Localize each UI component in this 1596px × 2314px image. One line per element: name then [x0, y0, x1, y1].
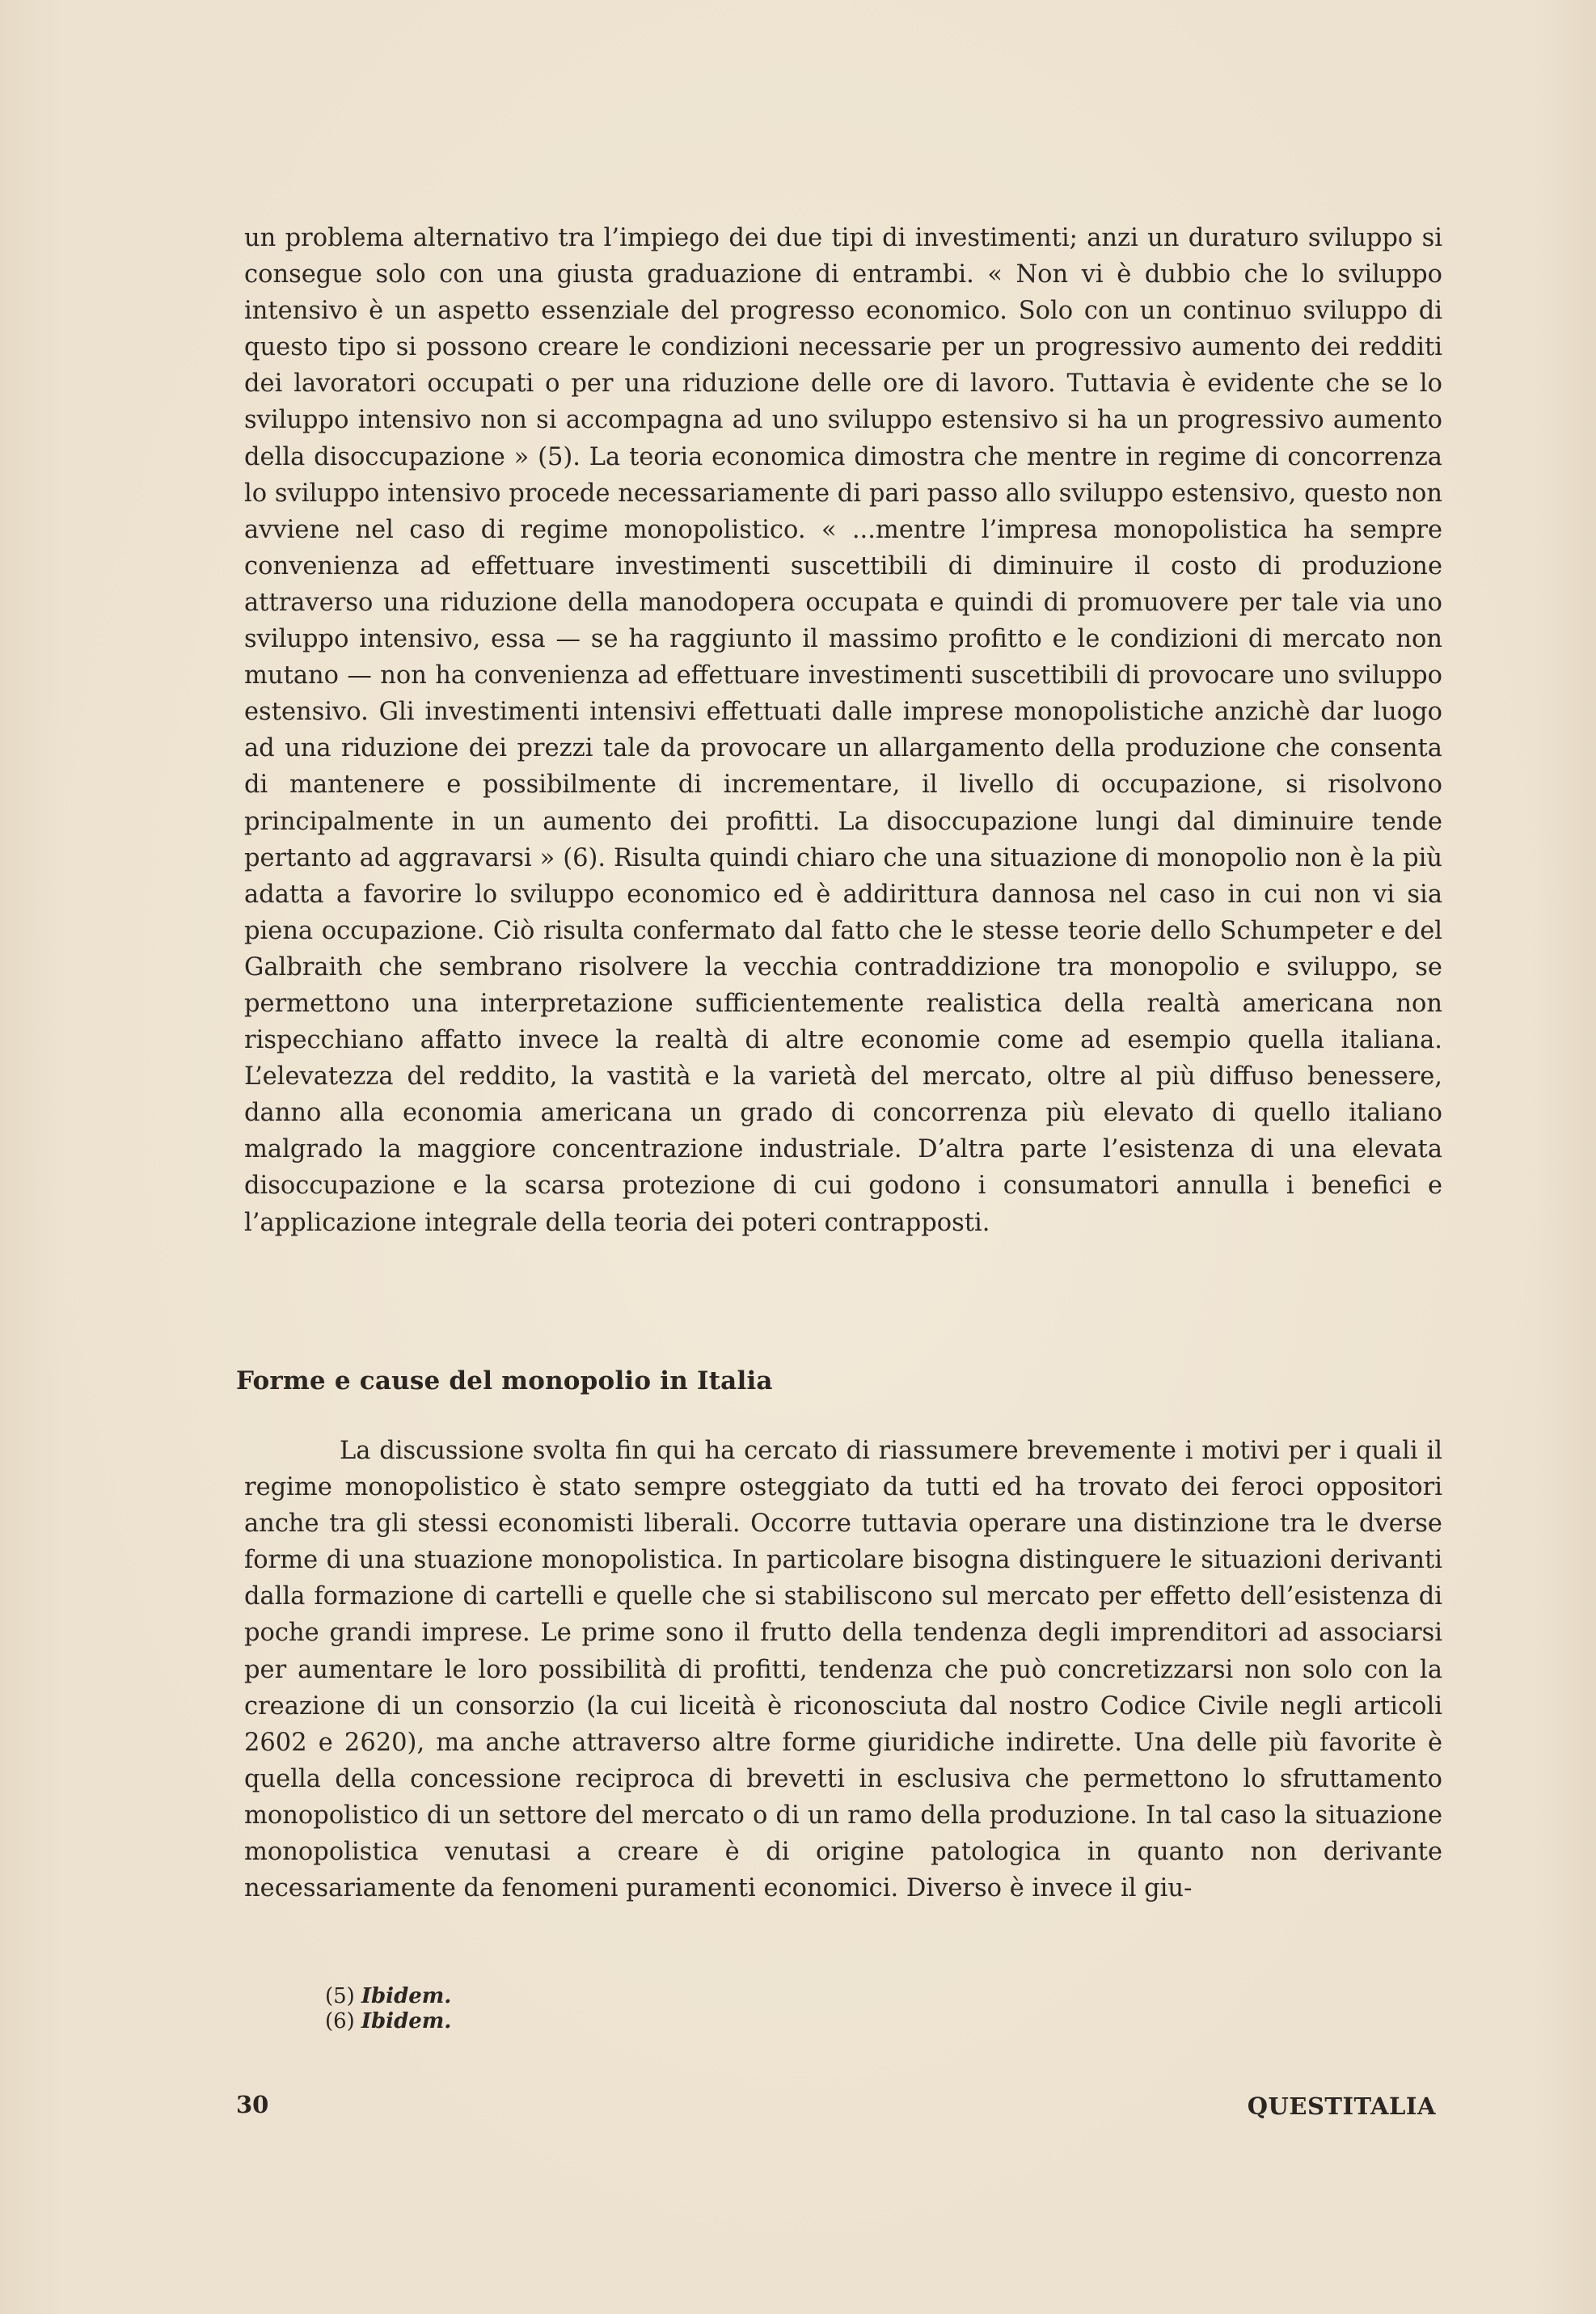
footnote-6 [325, 2009, 451, 2034]
footnote-text: Ibidem. [361, 2009, 452, 2033]
footnote-number: (6) [325, 2009, 355, 2033]
footnote-text: Ibidem. [361, 1984, 452, 2008]
body-paragraph-1: un problema alternativo tra l’impiego dei due tipi di investimenti; anzi un duraturo sviluppo si consegue solo con una giusta graduazione di entrambi. « Non vi è dubbio che lo sviluppo intensivo è un aspetto essenziale del progresso economico. Solo con un continuo sviluppo di questo tipo si possono creare le condizioni necessarie per un progressivo aumento dei redditi dei lavoratori occupati o per una riduzione delle ore di lavoro. Tuttavia è evidente che se lo sviluppo intensivo non si accompagna ad uno sviluppo estensivo si ha un progressivo aumento della disoccupazione » (5). La teoria economica dimostra che mentre in regime di concorrenza lo sviluppo intensivo procede necessariamente di pari passo allo sviluppo estensivo, questo non avviene nel caso di regime monopolistico. « ...mentre l’impresa monopolistica ha sempre convenienza ad effettuare investimenti suscettibili di diminuire il costo di produzione attraverso una riduzione della manodopera occupata e quindi di promuovere per tale via uno sviluppo intensivo, essa — se ha raggiunto il massimo profitto e le condizioni di mercato non mutano — non ha convenienza ad effettuare investimenti suscettibili di provocare uno sviluppo estensivo. Gli investimenti intensivi effettuati dalle imprese monopolistiche anzichè dar luogo ad una riduzione dei prezzi tale da provocare un allargamento della produzione che consenta di mantenere e possibilmente di incrementare, il livello di occupazione, si risolvono principalmente in un aumento dei profitti. La disoccupazione lungi dal diminuire tende pertanto ad aggravarsi » (6). Risulta quindi chiaro che una situazione di monopolio non è la più adatta a favorire lo sviluppo economico ed è addirittura dannosa nel caso in cui non vi sia piena occupazione. Ciò risulta confermato dal fatto che le stesse teorie dello Schumpeter e del Galbraith che sembrano risolvere la vecchia contraddizione tra monopolio e sviluppo, se permettono una interpretazione sufficientemente realistica della realtà americana non rispecchiano affatto invece la realtà di altre economie come ad esempio quella italiana. L’elevatezza del reddito, la vastità e la varietà del mercato, oltre al più diffuso benessere, danno alla economia americana un grado di concorrenza più elevato di quello italiano malgrado la maggiore concentrazione industriale. D’altra parte l’esistenza di una elevata disoccupazione e la scarsa protezione di cui godono i consumatori annulla i benefici e l’applicazione integrale della teoria dei poteri contrapposti. [244, 224, 1442, 1237]
footnote-5 [325, 1984, 451, 2009]
body-paragraph-2: La discussione svolta fin qui ha cercato di riassumere brevemente i motivi per i quali il regime monopolistico è stato sempre osteggiato da tutti ed ha trovato dei feroci oppositori anche tra gli stessi economisti liberali. Occorre tuttavia operare una distinzione tra le dverse forme di una stuazione monopolistica. In particolare bisogna distinguere le situazioni derivanti dalla formazione di cartelli e quelle che si stabiliscono sul mercato per effetto dell’esistenza di poche grandi imprese. Le prime sono il frutto della tendenza degli imprenditori ad associarsi per aumentare le loro possibilità di profitti, tendenza che può concretizzarsi non solo con la creazione di un consorzio (la cui liceità è riconosciuta dal nostro Codice Civile negli articoli 2602 e 2620), ma anche attraverso altre forme giuridiche indirette. Una delle più favorite è quella della concessione reciproca di brevetti in esclusiva che permettono lo sfruttamento monopolistico di un settore del mercato o di un ramo della produzione. In tal caso la situazione monopolistica venutasi a creare è di origine patologica in quanto non derivante necessariamente da fenomeni puramenti economici. Diverso è invece il giu- [244, 1437, 1442, 1903]
page-number: 30 [236, 2091, 269, 2118]
footnotes [325, 1984, 451, 2034]
section-heading: Forme e cause del monopolio in Italia [236, 1366, 773, 1396]
magazine-name: QUESTITALIA [1247, 2092, 1436, 2120]
footnote-number: (5) [325, 1984, 355, 2008]
